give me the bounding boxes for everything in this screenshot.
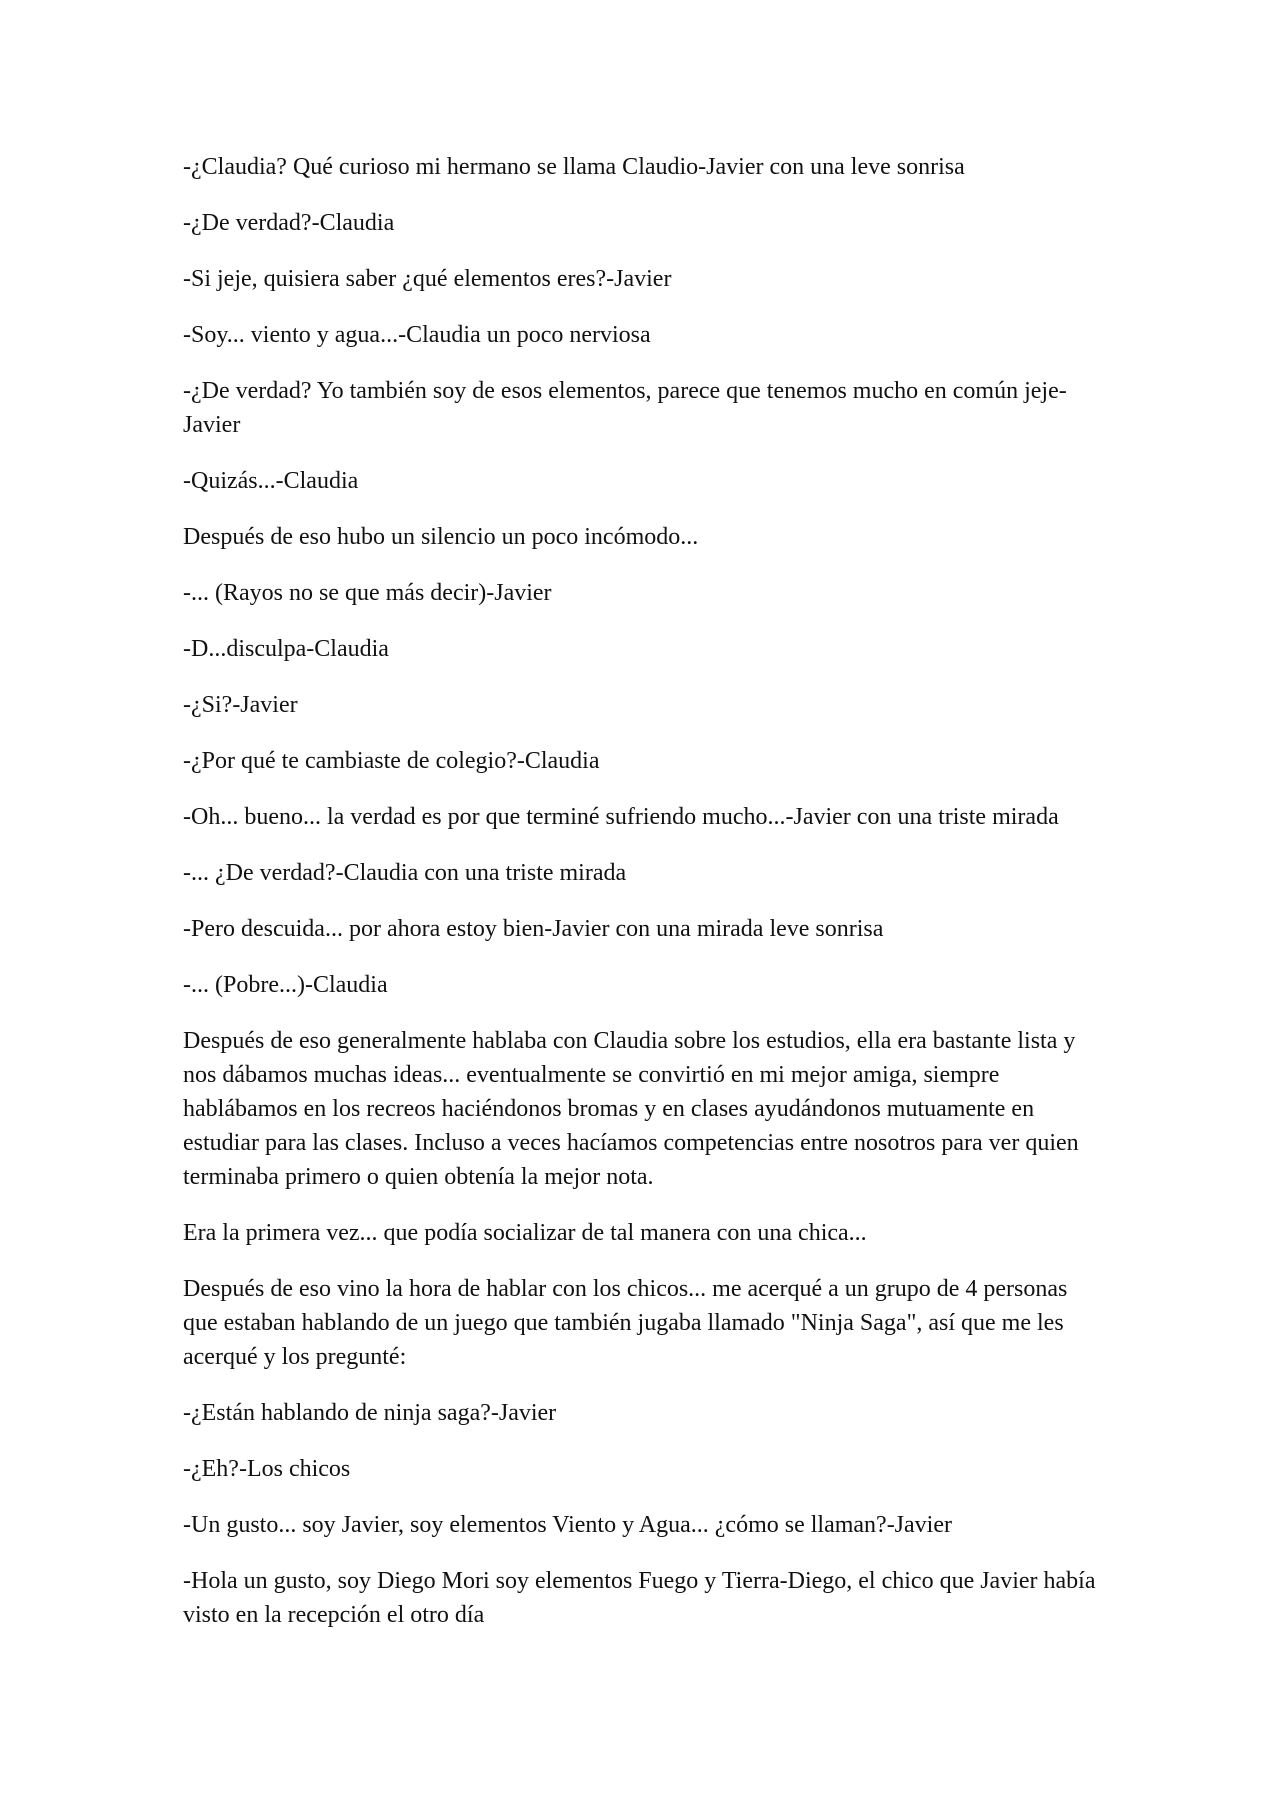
paragraph: -... (Pobre...)-Claudia [183,972,388,998]
paragraph: Era la primera vez... que podía socializar de tal manera con una chica... [183,1220,867,1246]
paragraph: -Oh... bueno... la verdad es por que terminé sufriendo mucho...-Javier con una triste mirada [183,804,1059,830]
paragraph: -Hola un gusto, soy Diego Mori soy elementos Fuego y Tierra-Diego, el chico que Javier había visto en la recepción el otro día [183,1568,1096,1628]
paragraph: Después de eso vino la hora de hablar con los chicos... me acerqué a un grupo de 4 personas que estaban hablando de un juego que también jugaba llamado "Ninja Saga", así que me les acerqué y los pregunté: [183,1276,1068,1370]
paragraph: -Un gusto... soy Javier, soy elementos Viento y Agua... ¿cómo se llaman?-Javier [183,1512,952,1538]
paragraph: -Pero descuida... por ahora estoy bien-Javier con una mirada leve sonrisa [183,916,884,942]
document-page [183,150,1103,1654]
paragraph: -¿Claudia? Qué curioso mi hermano se llama Claudio-Javier con una leve sonrisa [183,154,965,180]
paragraph: -¿Eh?-Los chicos [183,1456,351,1482]
paragraph: -Soy... viento y agua...-Claudia un poco nerviosa [183,322,651,348]
paragraph: -¿Si?-Javier [183,692,298,718]
paragraph: -¿De verdad?-Claudia [183,210,395,236]
paragraph: Después de eso generalmente hablaba con Claudia sobre los estudios, ella era bastante lista y nos dábamos muchas ideas... eventualmente se convirtió en mi mejor amiga, siempre hablábamos en los recreos haciéndonos bromas y en clases ayudándonos mutuamente en estudiar para las clases. Incluso a veces hacíamos competencias entre nosotros para ver quien terminaba primero o quien obtenía la mejor nota. [183,1028,1079,1190]
paragraph: -... (Rayos no se que más decir)-Javier [183,580,552,606]
paragraph: -¿Por qué te cambiaste de colegio?-Claudia [183,748,600,774]
paragraph: -... ¿De verdad?-Claudia con una triste mirada [183,860,627,886]
paragraph: Después de eso hubo un silencio un poco incómodo... [183,524,699,550]
paragraph: -D...disculpa-Claudia [183,636,389,662]
paragraph: -Quizás...-Claudia [183,468,359,494]
paragraph: -¿Están hablando de ninja saga?-Javier [183,1400,557,1426]
paragraph: -Si jeje, quisiera saber ¿qué elementos eres?-Javier [183,266,672,292]
paragraph: -¿De verdad? Yo también soy de esos elementos, parece que tenemos mucho en común jeje-Javier [183,378,1067,438]
